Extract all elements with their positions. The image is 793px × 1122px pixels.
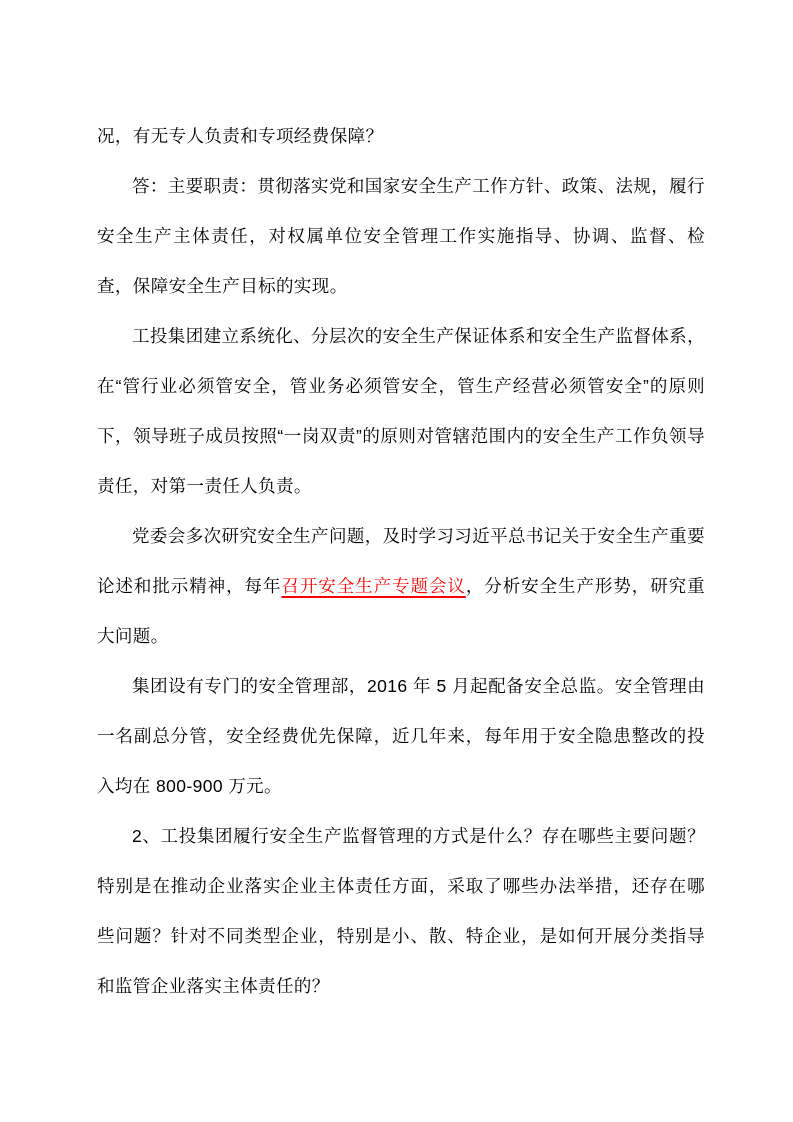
paragraph [97, 811, 705, 1011]
paragraph [97, 161, 705, 311]
text-run: 集团设有专门的安全管理部，2016 年 5 月起配备安全总监。安全管理由一名副总分管，安全经费优先保障，近几年来，每年用于安全隐患整改的投入均在 800-900 万元。 [97, 676, 705, 796]
text-run: 2、工投集团履行安全生产监督管理的方式是什么？存在哪些主要问题？特别是在推动企业落实企业主体责任方面，采取了哪些办法举措，还存在哪些问题？针对不同类型企业，特别是小、散、特企业，是如何开展分类指导和监管企业落实主体责任的？ [97, 826, 705, 996]
paragraph [97, 511, 705, 661]
text-run: 况，有无专人负责和专项经费保障？ [97, 126, 384, 146]
highlighted-text-run: 召开安全生产专题会议 [281, 576, 466, 596]
paragraph [97, 111, 705, 161]
text-run: 答：主要职责：贯彻落实党和国家安全生产工作方针、政策、法规，履行安全生产主体责任，对权属单位安全管理工作实施指导、协调、监督、检查，保障安全生产目标的实现。 [97, 176, 705, 296]
paragraph [97, 661, 705, 811]
text-run: 工投集团建立系统化、分层次的安全生产保证体系和安全生产监督体系，在“管行业必须管安全，管业务必须管安全，管生产经营必须管安全”的原则下，领导班子成员按照“一岗双责”的原则对管辖范围内的安全生产工作负领导责任，对第一责任人负责。 [97, 326, 705, 496]
document-body [97, 111, 705, 1011]
text-run: 党委会多次研究安全生产问题，及时学习习近平总书记关于安全生产重要论述和批示精神，每年 [97, 526, 705, 596]
text-run: ，分析安全生产形势，研究重大问题。 [97, 576, 705, 646]
paragraph [97, 311, 705, 511]
